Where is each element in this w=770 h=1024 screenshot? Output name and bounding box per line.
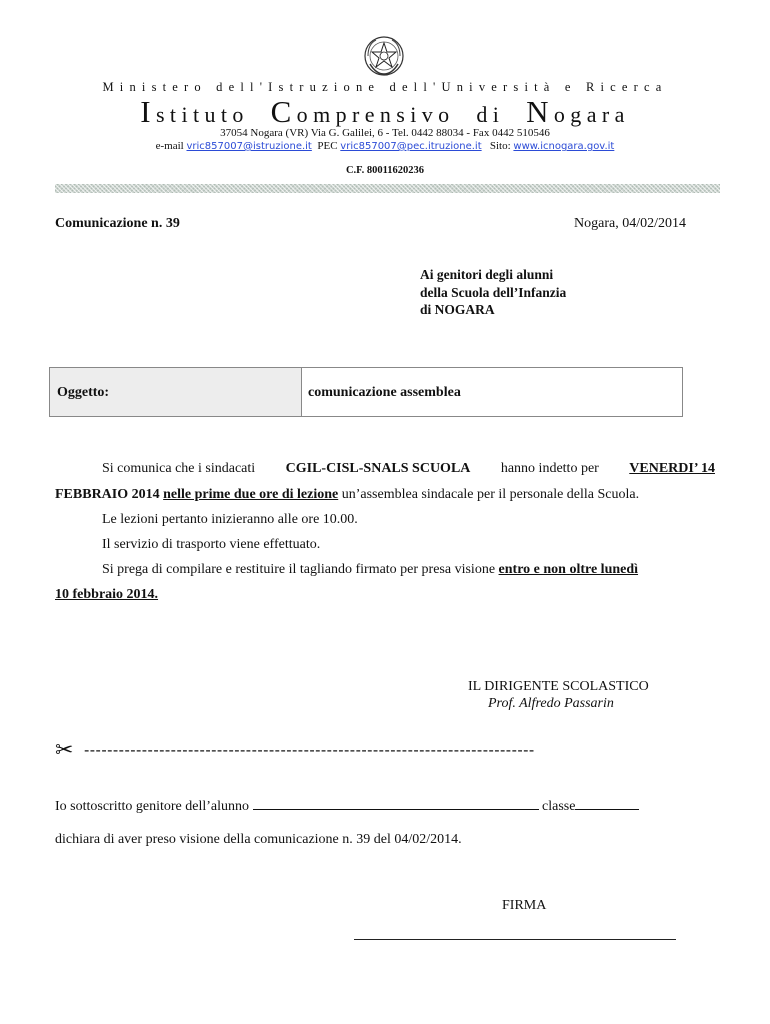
school-address: 37054 Nogara (VR) Via G. Galilei, 6 - Tel. 0442 88034 - Fax 0442 510546 — [220, 127, 550, 139]
signature-name: Prof. Alfredo Passarin — [488, 696, 614, 711]
school-name-word: Nogara — [526, 94, 630, 129]
school-name-word: Comprensivo — [270, 94, 455, 129]
class-field[interactable] — [575, 797, 639, 810]
body-paragraph-1-line-1 — [102, 461, 715, 477]
email-link[interactable]: vric857007@istruzione.it — [186, 141, 312, 152]
signature-label: FIRMA — [502, 898, 547, 913]
signature-field[interactable] — [354, 939, 676, 940]
pec-label: PEC — [317, 140, 338, 152]
subject-label: Oggetto: — [57, 385, 110, 400]
school-name-word: di — [476, 102, 505, 127]
scissors-icon: ✂ — [55, 738, 74, 763]
assembly-date: VENERDI’ 14 — [629, 461, 715, 476]
text-run: un’assemblea sindacale per il personale della Scuola. — [338, 487, 640, 502]
deadline-date: 10 febbraio 2014. — [55, 587, 159, 602]
header-divider-band — [55, 184, 720, 193]
recipients-block — [420, 266, 566, 319]
school-name — [0, 94, 770, 130]
body-paragraph-2: Le lezioni pertanto inizieranno alle ore 10.00. — [102, 512, 358, 527]
slip-line-1 — [55, 797, 639, 815]
communication-number: Comunicazione n. 39 — [55, 216, 180, 231]
italian-republic-emblem-icon — [362, 34, 406, 78]
site-link[interactable]: www.icnogara.gov.it — [513, 141, 615, 152]
text-run: hanno indetto per — [500, 461, 599, 476]
school-contacts — [0, 140, 770, 152]
letter-date: Nogara, 04/02/2014 — [574, 216, 686, 231]
slip-line-2: dichiara di aver preso visione della comunicazione n. 39 del 04/02/2014. — [55, 832, 462, 847]
recipient-line: Ai genitori degli alunni — [420, 267, 554, 282]
ministry-name: Ministero dell'Istruzione dell'Università e Ricerca — [102, 80, 668, 94]
slip-student-label: Io sottoscritto genitore dell’alunno — [55, 799, 250, 814]
text-run: Si prega di compilare e restituire il tagliando firmato per presa visione — [102, 562, 499, 577]
slip-class-label: classe — [542, 799, 576, 814]
pec-link[interactable]: vric857007@pec.itruzione.it — [340, 141, 482, 152]
site-label: Sito: — [489, 140, 511, 152]
email-label: e-mail — [155, 140, 184, 152]
student-name-field[interactable] — [253, 797, 539, 810]
assembly-date-cont: FEBBRAIO 2014 — [55, 487, 160, 502]
unions-name: CGIL-CISL-SNALS SCUOLA — [285, 461, 471, 476]
recipient-line: di NOGARA — [420, 302, 495, 317]
subject-text: comunicazione assemblea — [308, 385, 461, 400]
school-name-word: Istituto — [140, 94, 249, 129]
body-paragraph-3: Il servizio di trasporto viene effettuato. — [102, 537, 321, 552]
deadline: entro e non oltre lunedì — [498, 562, 639, 577]
fiscal-code: C.F. 80011620236 — [345, 165, 425, 176]
body-paragraph-4-line-1 — [102, 562, 638, 578]
cut-line: ------------------------------------------------------------------------------ — [84, 742, 535, 759]
text-run: Si comunica che i sindacati — [102, 461, 256, 476]
recipient-line: della Scuola dell’Infanzia — [420, 284, 567, 300]
signature-title: IL DIRIGENTE SCOLASTICO — [468, 679, 649, 694]
assembly-time: nelle prime due ore di lezione — [163, 487, 339, 502]
body-paragraph-1-line-2 — [55, 487, 639, 503]
